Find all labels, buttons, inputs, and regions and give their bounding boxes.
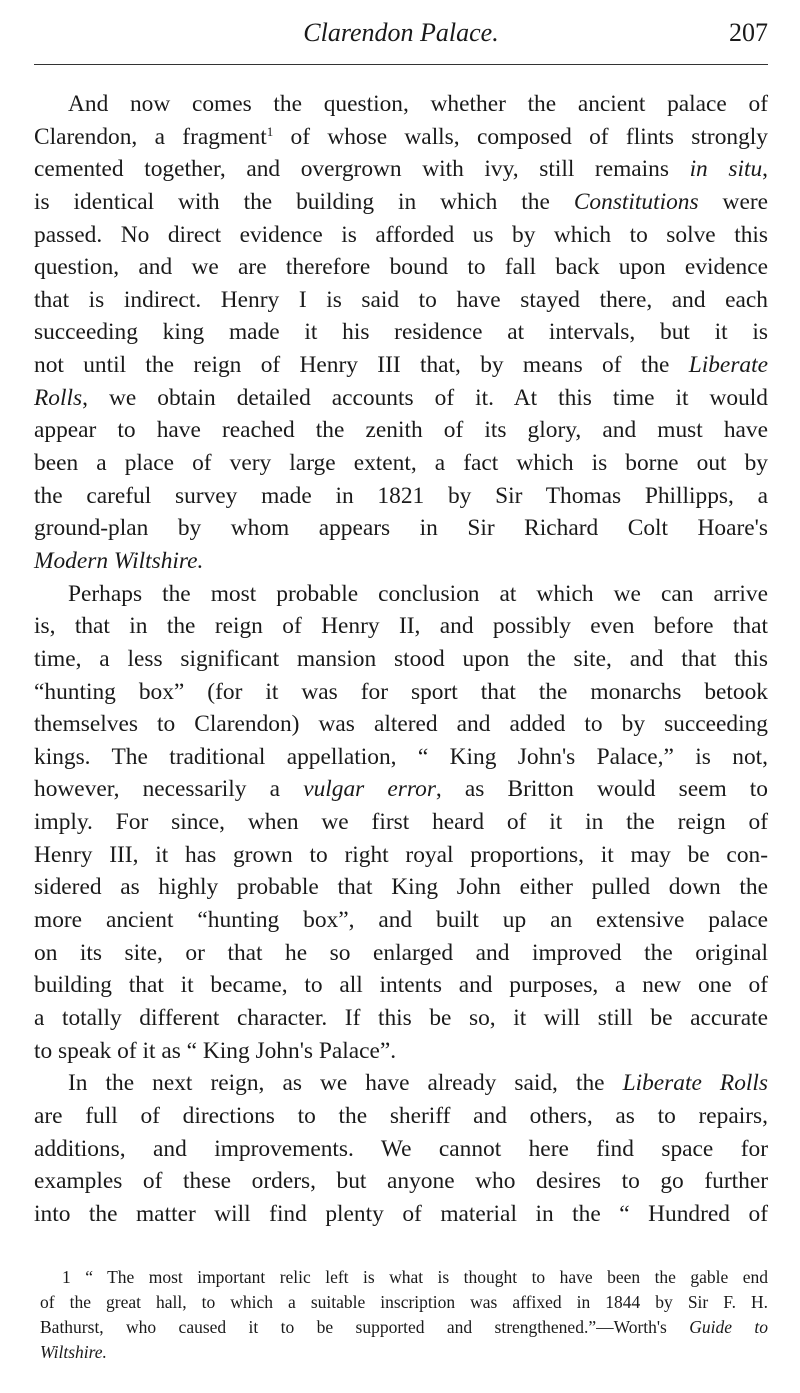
- text-line: [34, 284, 768, 317]
- text-line: [34, 349, 768, 382]
- text-segment: on its site, or that he so enlarged and improved the original: [34, 939, 768, 966]
- text-line: [34, 382, 768, 415]
- text-segment: , as Britton would seem to: [435, 776, 768, 803]
- text-segment: been a place of very large extent, a fact which is borne out by: [34, 450, 768, 477]
- text-segment: examples of these orders, but anyone who desires to go further: [34, 1168, 768, 1195]
- text-segment: ground-plan by whom appears in Sir Richard Colt Hoare's: [34, 515, 768, 542]
- text-line: [34, 871, 768, 904]
- footnote-line: [40, 1340, 768, 1365]
- text-segment: Clarendon, a fragment: [34, 123, 267, 150]
- text-line: [34, 447, 768, 480]
- footnote-line: [40, 1315, 768, 1340]
- text-line: [34, 251, 768, 284]
- text-segment: a totally different character. If this be so, it will still be accurate: [34, 1004, 768, 1031]
- text-segment: additions, and improvements. We cannot here find space for: [34, 1135, 768, 1162]
- text-segment: are full of directions to the sheriff and others, as to repairs,: [34, 1102, 768, 1129]
- text-line: [34, 741, 768, 774]
- text-line: [34, 153, 768, 186]
- text-line: [34, 1100, 768, 1133]
- text-line: [34, 969, 768, 1002]
- text-line: [34, 121, 768, 154]
- text-segment: passed. No direct evidence is afforded us by which to solve this: [34, 221, 768, 248]
- text-line: [34, 643, 768, 676]
- text-line: [34, 1002, 768, 1035]
- text-line: [34, 88, 768, 121]
- text-segment: themselves to Clarendon) was altered and added to by succeeding: [34, 711, 768, 738]
- text-segment: of the great hall, to which a suitable inscription was affixed in 1844 by Sir F. H.: [40, 1292, 768, 1312]
- header-rule: [34, 64, 768, 65]
- italic-text: Modern Wiltshire.: [34, 547, 204, 574]
- text-segment: Bathurst, who caused it to be supported and strengthened.”—Worth's: [40, 1317, 690, 1337]
- running-head: [34, 14, 768, 54]
- text-line: [34, 219, 768, 252]
- text-segment: to speak of it as “ King John's Palace”.: [34, 1037, 397, 1064]
- text-segment: however, necessarily a: [34, 776, 304, 803]
- text-line: [34, 904, 768, 937]
- text-line: [34, 512, 768, 545]
- text-segment: , we obtain detailed accounts of it. At this time it would: [82, 384, 768, 411]
- text-segment: sidered as highly probable that King John either pulled down the: [34, 874, 768, 901]
- running-head-title: Clarendon Palace.: [303, 18, 499, 47]
- text-segment: In the next reign, as we have already said, the: [68, 1070, 623, 1097]
- text-line: [34, 839, 768, 872]
- text-segment: is identical with the building in which the: [34, 188, 574, 215]
- text-line: [34, 610, 768, 643]
- text-line: [34, 1198, 768, 1231]
- text-line: [34, 186, 768, 219]
- text-line: [34, 937, 768, 970]
- text-segment: is, that in the reign of Henry II, and possibly even before that: [34, 613, 768, 640]
- text-line: [34, 414, 768, 447]
- page-number: 207: [729, 18, 768, 47]
- text-segment: Henry III, it has grown to right royal proportions, it may be con-: [34, 841, 768, 868]
- text-segment: imply. For since, when we first heard of it in the reign of: [34, 809, 768, 836]
- text-line: [34, 708, 768, 741]
- text-segment: of whose walls, composed of flints strongly: [273, 123, 768, 150]
- text-line: [34, 806, 768, 839]
- text-segment: appear to have reached the zenith of its glory, and must have: [34, 417, 768, 444]
- text-segment: were: [698, 188, 769, 215]
- text-line: [34, 316, 768, 349]
- footnote-line: [40, 1265, 768, 1290]
- text-line: [34, 545, 768, 578]
- text-segment: not until the reign of Henry III that, by means of the: [34, 352, 689, 379]
- text-segment: 1 “ The most important relic left is what is thought to have been the gable end: [62, 1267, 768, 1287]
- italic-text: Constitutions: [573, 188, 699, 215]
- body-text: [34, 88, 768, 1230]
- text-segment: time, a less significant mansion stood upon the site, and that this: [34, 645, 768, 672]
- italic-text: in situ: [689, 156, 763, 183]
- text-line: [34, 480, 768, 513]
- text-segment: succeeding king made it his residence at intervals, but it is: [34, 319, 768, 346]
- text-line: [34, 1067, 768, 1100]
- text-segment: into the matter will find plenty of material in the “ Hundred of: [34, 1200, 768, 1227]
- italic-text: Liberate Rolls: [622, 1070, 768, 1097]
- text-line: [34, 1035, 768, 1068]
- text-line: [34, 676, 768, 709]
- text-segment: that is indirect. Henry I is said to have stayed there, and each: [34, 286, 768, 313]
- italic-text: Guide to: [689, 1317, 769, 1337]
- text-segment: more ancient “hunting box”, and built up an extensive palace: [34, 907, 768, 934]
- text-segment: “hunting box” (for it was for sport that the monarchs betook: [34, 678, 768, 705]
- text-line: [34, 1165, 768, 1198]
- italic-text: Wiltshire.: [40, 1342, 107, 1362]
- footnote-marker: 1: [266, 123, 274, 139]
- italic-text: Rolls: [34, 384, 83, 411]
- text-line: [34, 1133, 768, 1166]
- footnotes: [40, 1265, 768, 1365]
- text-segment: Perhaps the most probable conclusion at which we can arrive: [68, 580, 768, 607]
- text-line: [34, 773, 768, 806]
- text-segment: cemented together, and overgrown with ivy, still remains: [34, 156, 690, 183]
- footnote-line: [40, 1290, 768, 1315]
- text-segment: building that it became, to all intents and purposes, a new one of: [34, 972, 768, 999]
- text-segment: question, and we are therefore bound to fall back upon evidence: [34, 254, 768, 281]
- text-line: [34, 578, 768, 611]
- text-segment: And now comes the question, whether the ancient palace of: [68, 91, 768, 117]
- text-segment: ,: [762, 156, 769, 183]
- italic-text: Liberate: [688, 352, 768, 379]
- italic-text: vulgar error: [303, 776, 436, 803]
- text-segment: kings. The traditional appellation, “ King John's Palace,” is not,: [34, 743, 768, 770]
- text-segment: the careful survey made in 1821 by Sir Thomas Phillipps, a: [34, 482, 768, 509]
